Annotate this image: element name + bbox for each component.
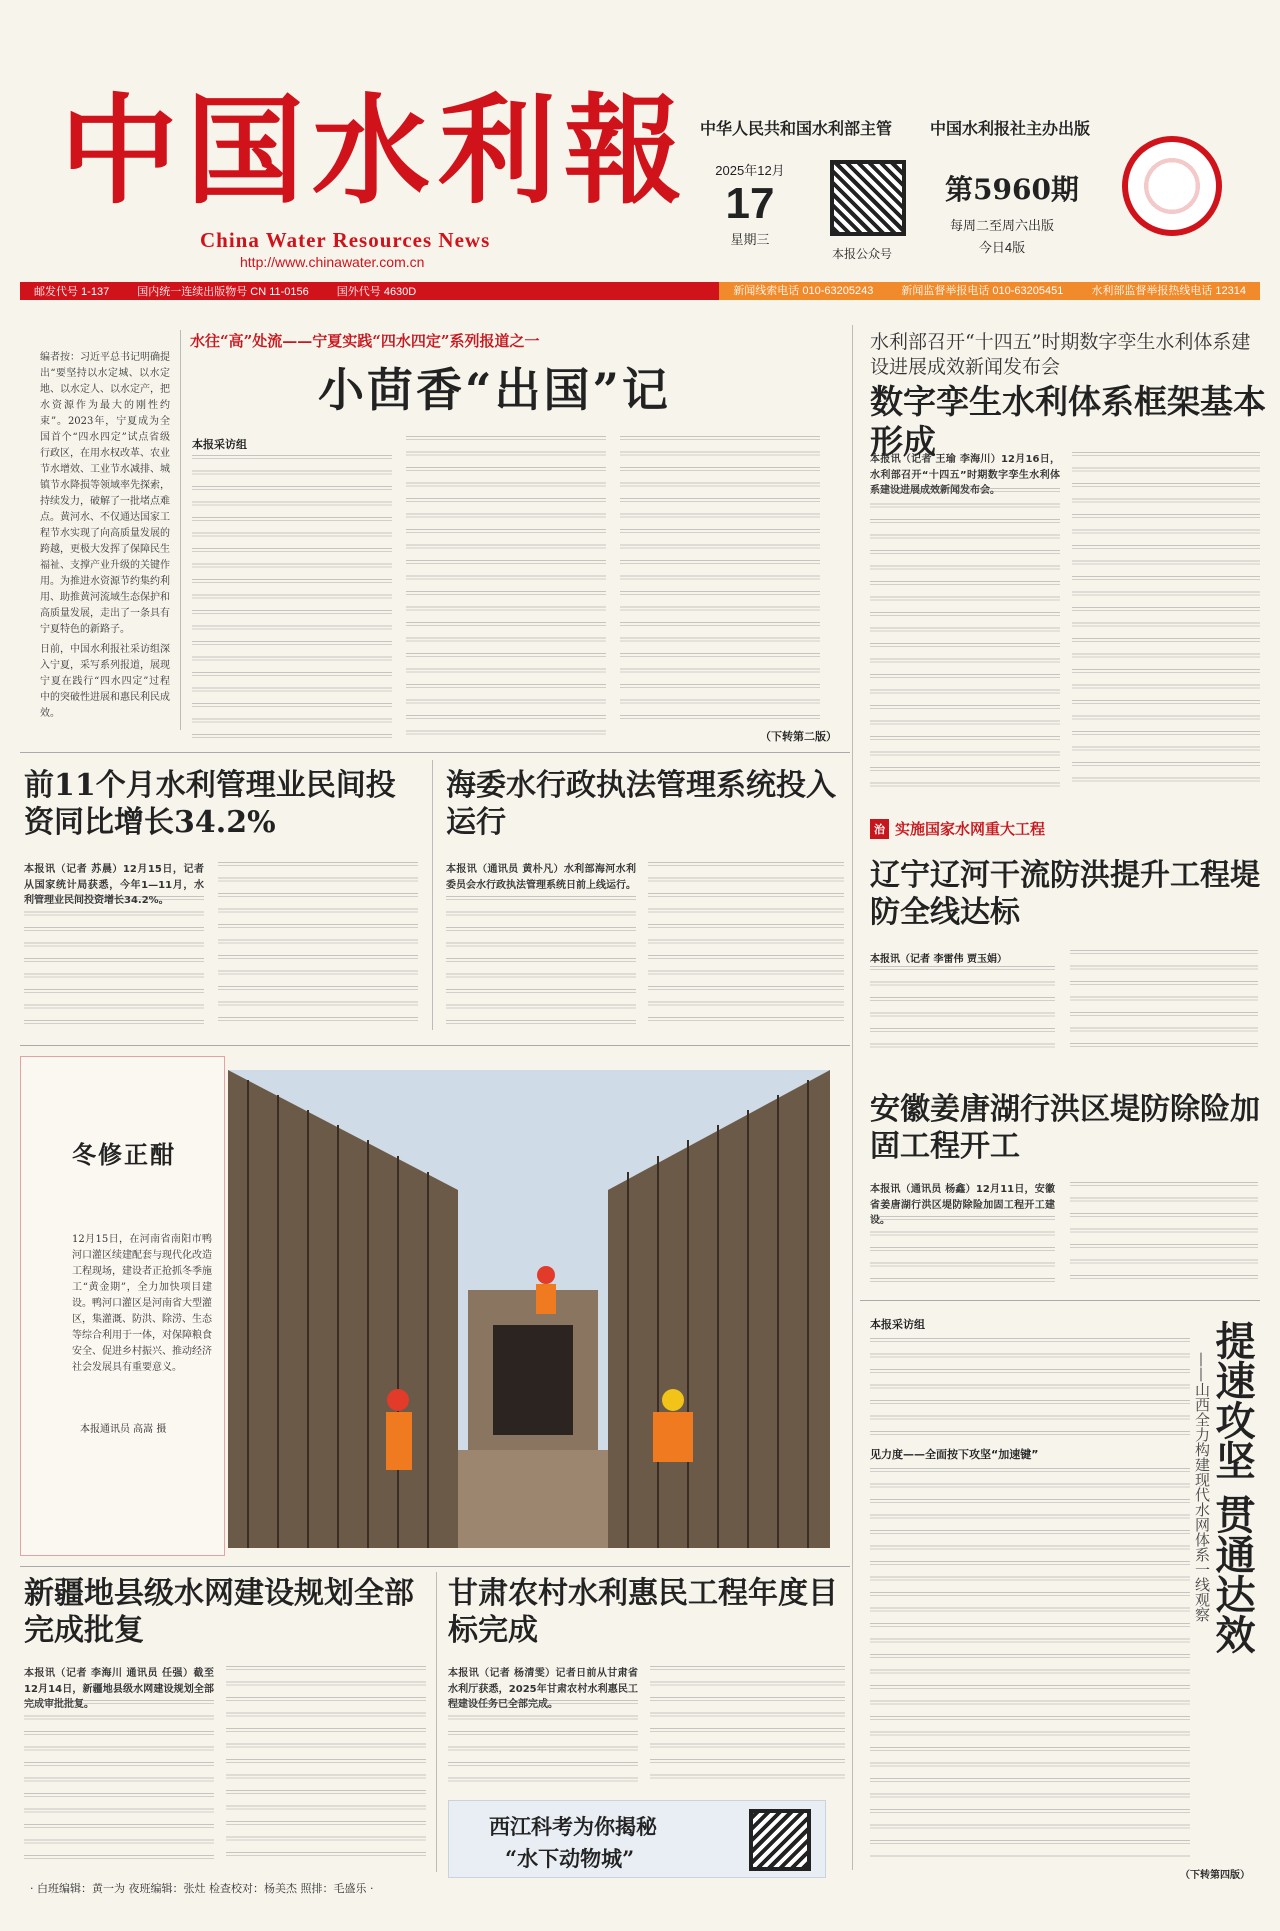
- footer-credits: · 白班编辑：黄一为 夜班编辑：张灶 检查校对：杨美杰 照排：毛盛乐 ·: [30, 1882, 374, 1895]
- top-right-col-2: [1072, 452, 1260, 788]
- lead-continue[interactable]: （下转第二版）: [760, 730, 837, 743]
- xinjiang-headline[interactable]: 新疆地县级水网建设规划全部完成批复: [24, 1576, 414, 1648]
- divider: [20, 1566, 850, 1567]
- construction-scene-icon: [228, 1070, 830, 1548]
- anhui-headline[interactable]: 安徽姜唐湖行洪区堤防除险加固工程开工: [870, 1092, 1260, 1164]
- editor-note: [40, 350, 170, 719]
- divider: [860, 1300, 1260, 1301]
- lead-col-3: [620, 436, 820, 726]
- xinjiang-byline: 本报讯（记者 李海川 通讯员 任强）截至12月14日，新疆地县级水网建设规划全部完成审批批复。: [24, 1668, 214, 1710]
- mid-left-headline[interactable]: 前11个月水利管理业民间投资同比增长34.2%: [24, 768, 396, 840]
- editor-note-text: 编者按：习近平总书记明确提出“要坚持以水定城、以水定地、以水定人、以水定产，把水资源作为最大的刚性约束”。2023年，宁夏成为全国首个“四水四定”试点省级行政区，在用水权改革、农业节水增效、工业节水减排、城镇节水降损等领域率先探索，持续发力，破解了一批堵点难点。黄河水、不仅通达国家工程节水实现了向高质量发展的跨越，更极大发挥了保障民生福祉、支撑产业升级的关键作用。为推进水资源节约集约利用、助推黄河流域生态保护和高质量发展，走出了一条具有宁夏特色的新路子。: [40, 352, 170, 635]
- mid-left-col-2: [218, 862, 418, 1026]
- hotline-ministry: 水利部监督举报热线电话 12314: [1077, 282, 1260, 300]
- photo-news-caption: 12月15日，在河南省南阳市鸭河口灌区续建配套与现代化改造工程现场，建设者正抢抓冬季施工“黄金期”，全力加快项目建设。鸭河口灌区是河南省大型灌区，集灌溉、防洪、除涝、生态等综合利用于一体，对保障粮食安全、促进乡村振兴、推动经济社会发展具有重要意义。: [72, 1234, 212, 1373]
- divider: [432, 760, 433, 1030]
- info-bar: [20, 282, 1260, 300]
- liaoning-headline[interactable]: 辽宁辽河干流防洪提升工程堤防全线达标: [870, 858, 1260, 930]
- gansu-col-1: [448, 1700, 638, 1790]
- lead-headline[interactable]: 小茴香“出国”记: [318, 363, 671, 417]
- top-right-headline[interactable]: 数字孪生水利体系框架基本形成: [870, 382, 1266, 462]
- sponsor-ministry: 中华人民共和国水利部主管: [700, 121, 893, 138]
- qr-code-icon[interactable]: [830, 160, 906, 236]
- hotline-news: 新闻线索电话 010-63205243: [719, 282, 887, 300]
- schedule: 每周二至周六出版: [949, 218, 1054, 233]
- gansu-byline: 本报讯（记者 杨清雯）记者日前从甘肃省水利厅获悉，2025年甘肃农村水利惠民工程建设任务已全部完成。: [448, 1668, 638, 1710]
- section-tag-water-network: [870, 818, 1045, 839]
- anniversary-logo-icon: [1122, 136, 1222, 236]
- year-month: 2025年12月: [715, 163, 785, 178]
- anhui-byline: 本报讯（通讯员 杨鑫）12月11日，安徽省姜唐湖行洪区堤防除险加固工程开工建设。: [870, 1184, 1055, 1226]
- feature-para-2: [870, 1468, 1190, 1858]
- section-label: 实施国家水网重大工程: [895, 820, 1046, 838]
- masthead-url[interactable]: http://www.chinawater.com.cn: [240, 254, 425, 270]
- feature-section: 见力度——全面按下攻坚“加速键”: [870, 1448, 1039, 1461]
- issue-date: [700, 160, 800, 248]
- construction-photo[interactable]: [228, 1070, 830, 1548]
- foreign-code: 国外代号 4630D: [336, 286, 417, 298]
- day: 17: [725, 179, 775, 228]
- masthead-title: 中国水利報: [60, 81, 691, 220]
- feature-subhead: ——山西全力构建现代水网体系一线观察: [1193, 1352, 1211, 1622]
- divider: [20, 752, 850, 753]
- top-right-deck: 水利部召开“十四五”时期数字孪生水利体系建设进展成效新闻发布会: [870, 331, 1251, 378]
- anhui-col-1: [870, 1216, 1055, 1286]
- feature-para-1: [870, 1338, 1190, 1438]
- page-count: 今日4版: [978, 240, 1026, 255]
- divider: [20, 1045, 850, 1046]
- hotline-supervision: 新闻监督举报电话 010-63205451: [887, 282, 1077, 300]
- gansu-headline[interactable]: 甘肃农村水利惠民工程年度目标完成: [448, 1576, 838, 1648]
- mid-center-col-2: [648, 862, 844, 1026]
- feature-continue[interactable]: （下转第四版）: [1180, 1870, 1250, 1881]
- top-right-col-1: [870, 488, 1060, 788]
- lead-col-2: [406, 436, 606, 745]
- photo-news-title: 冬修正酣: [72, 1140, 176, 1169]
- section-badge: 治: [870, 819, 889, 839]
- liaoning-byline: 本报讯（记者 李雷伟 贾玉娟）: [870, 954, 1007, 965]
- postal-code: 邮发代号 1-137: [34, 286, 110, 298]
- xinjiang-col-2: [226, 1666, 426, 1865]
- liaoning-col-1: [870, 966, 1055, 1058]
- feature-bylabel: 本报采访组: [870, 1318, 925, 1331]
- qr-caption: 本报公众号: [832, 247, 893, 261]
- top-right-byline: 本报讯（记者 王瑜 李海川）12月16日，水利部召开“十四五”时期数字孪生水利体系建设进展成效新闻发布会。: [870, 454, 1060, 496]
- mid-center-col-1: [446, 896, 636, 1026]
- lead-col-1: [192, 455, 392, 745]
- divider: [180, 330, 181, 730]
- lead-bylabel: 本报采访组: [192, 438, 247, 451]
- issue-info: [942, 215, 1062, 259]
- lead-kicker: 水往“高”处流——宁夏实践“四水四定”系列报道之一: [190, 332, 540, 350]
- promo-qr-code-icon[interactable]: [749, 1809, 811, 1871]
- weekday: 星期三: [730, 232, 770, 247]
- sponsor-publisher: 中国水利报社主办出版: [930, 121, 1091, 138]
- divider: [852, 325, 853, 1870]
- promo-line-1: 西江科考为你揭秘: [489, 1814, 657, 1839]
- mid-left-col-1: [24, 896, 204, 1026]
- editor-note-text-2: 日前，中国水利报社采访组深入宁夏，采写系列报道，展现宁夏在践行“四水四定”过程中的突破性进展和惠民利民成效。: [40, 644, 170, 719]
- issue-number: 第5960期: [945, 173, 1079, 206]
- liaoning-col-2: [1070, 950, 1258, 1058]
- divider: [436, 1572, 437, 1872]
- photo-news-credit: 本报通讯员 高嵩 摄: [80, 1424, 167, 1435]
- cn-number: 国内统一连续出版物号 CN 11-0156: [137, 286, 309, 298]
- promo-box[interactable]: [448, 1800, 826, 1878]
- mid-left-byline: 本报讯（记者 苏晨）12月15日，记者从国家统计局获悉，今年1—11月，水利管理业民间投资增长34.2%。: [24, 864, 204, 906]
- mid-center-headline[interactable]: 海委水行政执法管理系统投入运行: [446, 768, 836, 840]
- masthead-english: China Water Resources News: [200, 228, 491, 252]
- promo-line-2: “水下动物城”: [505, 1846, 635, 1871]
- mid-center-byline: 本报讯（通讯员 黄朴凡）水利部海河水利委员会水行政执法管理系统日前上线运行。: [446, 864, 636, 891]
- xinjiang-col-1: [24, 1700, 214, 1865]
- anhui-col-2: [1070, 1182, 1258, 1286]
- feature-headline[interactable]: 提速攻坚 贯通达效: [1209, 1320, 1256, 1654]
- gansu-col-2: [650, 1666, 845, 1790]
